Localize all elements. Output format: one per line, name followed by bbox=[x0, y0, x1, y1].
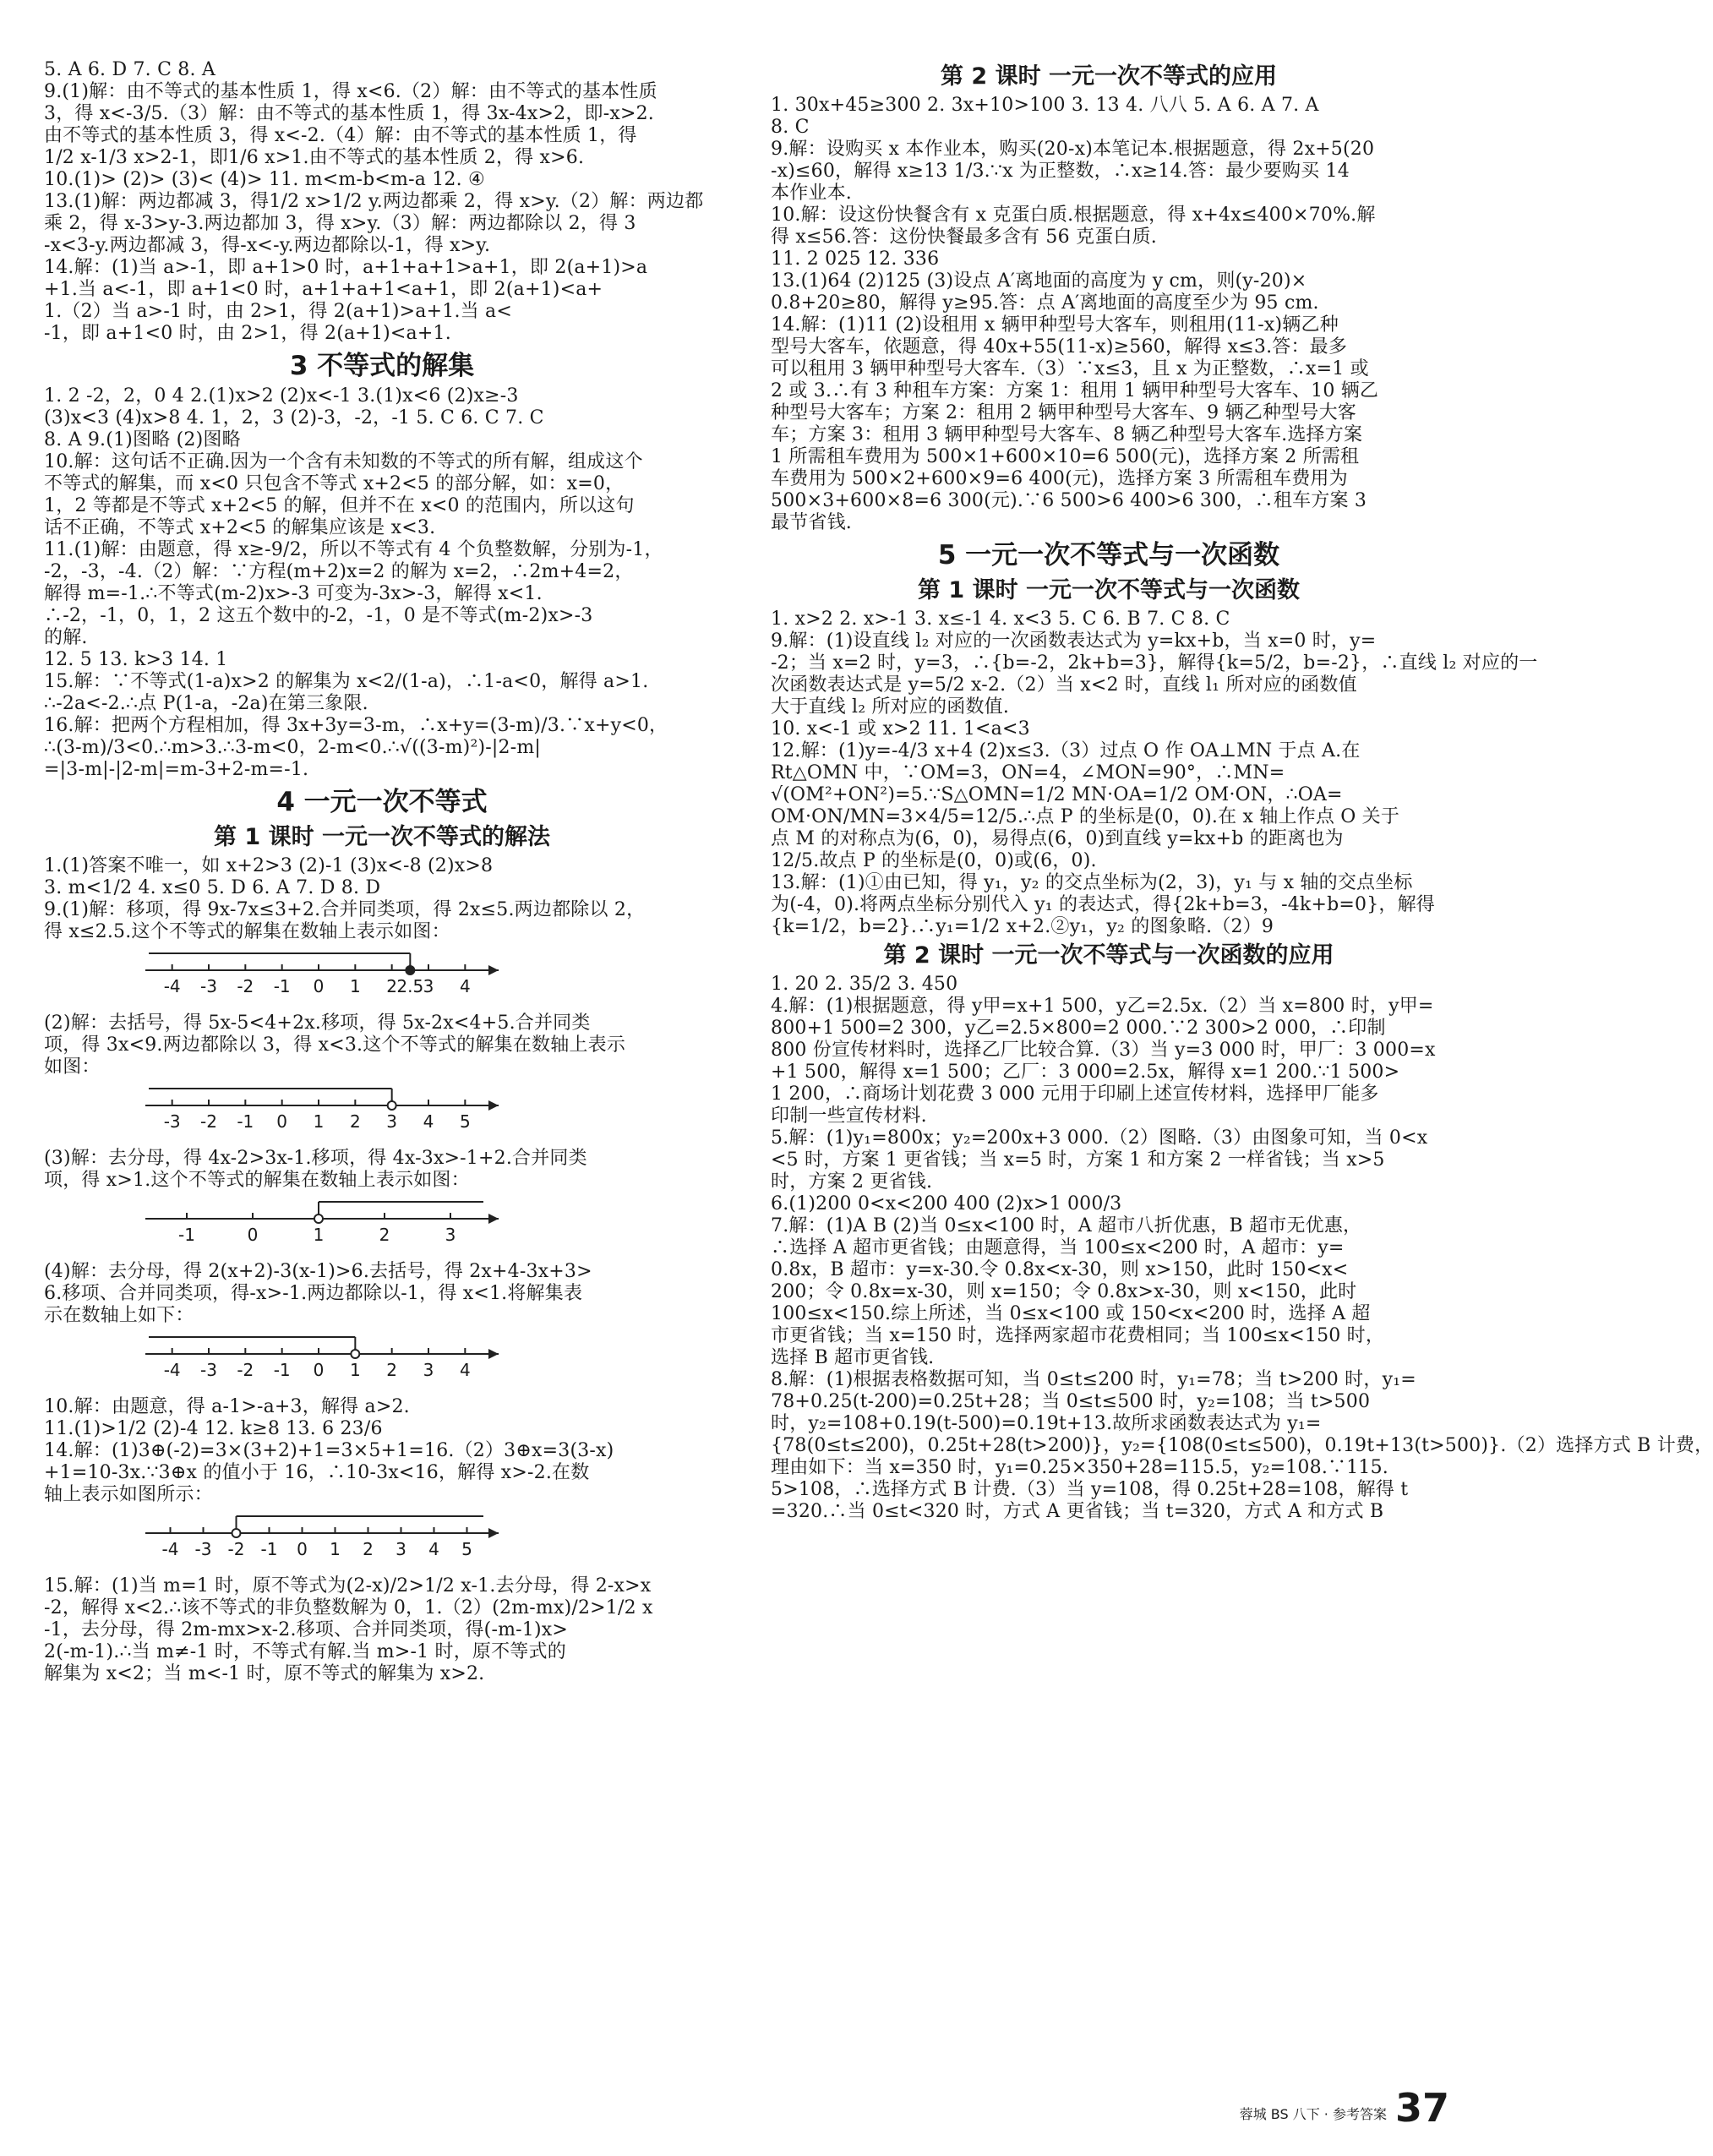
answer-line: 78+0.25(t-200)=0.25t+28；当 0≤t≤500 时，y₂=108；当 t>500 bbox=[771, 1391, 1371, 1412]
tick-label: 3 bbox=[423, 1360, 434, 1380]
answer-line: 13.(1)64 (2)125 (3)设点 A′离地面的高度为 y cm，则(y-20)× bbox=[771, 270, 1307, 292]
answer-line: ∴选择 A 超市更省钱；由题意得，当 100≤x<200 时，A 超市：y= bbox=[771, 1237, 1345, 1258]
answer-line: +1 500，解得 x=1 500；乙厂：3 000=2.5x，解得 x=1 200.∵1 500> bbox=[771, 1062, 1400, 1083]
answer-line: 1. 20 2. 35/2 3. 450 bbox=[771, 974, 958, 995]
answer-line: -1，去分母，得 2m-mx>x-2.移项、合并同类项，得(-m-1)x> bbox=[44, 1619, 568, 1640]
tick-label: 1 bbox=[313, 1111, 325, 1132]
answer-line: 15.解：(1)当 m=1 时，原不等式为(2-x)/2>1/2 x-1.去分母，得 2-x>x bbox=[44, 1575, 652, 1597]
answer-line: 11.(1)>1/2 (2)-4 12. k≥8 13. 6 23/6 bbox=[44, 1418, 383, 1439]
answer-line: 种型号大客车；方案 2：租用 2 辆甲种型号大客车、9 辆乙种型号大客 bbox=[771, 402, 1356, 423]
answer-line: 6.(1)200 0<x<200 400 (2)x>1 000/3 bbox=[771, 1193, 1122, 1214]
answer-line: 12. 5 13. k>3 14. 1 bbox=[44, 649, 228, 670]
tick-label: -3 bbox=[200, 1360, 217, 1380]
answer-line: 100≤x<150.综上所述，当 0≤x<100 或 150<x<200 时，选择 A 超 bbox=[771, 1303, 1371, 1324]
tick-label: 2 bbox=[349, 1111, 361, 1132]
tick-label: 0 bbox=[313, 976, 325, 996]
answer-line: 7.解：(1)A B (2)当 0≤x<100 时，A 超市八折优惠，B 超市无优惠， bbox=[771, 1215, 1362, 1236]
answer-line: 14.解：(1)11 (2)设租用 x 辆甲种型号大客车，则租用(11-x)辆乙种 bbox=[771, 314, 1339, 336]
lesson-heading: 第 1 课时 一元一次不等式的解法 bbox=[214, 824, 550, 850]
answer-line: 1. 2 -2，2，0 4 2.(1)x>2 (2)x<-1 3.(1)x<6 (2)x≥-3 bbox=[44, 385, 519, 407]
answer-line: -2，解得 x<2.∴该不等式的非负整数解为 0，1.（2）(2m-mx)/2>1/2 x bbox=[44, 1597, 653, 1618]
answer-line: 9.(1)解：由不等式的基本性质 1，得 x<6.（2）解：由不等式的基本性质 bbox=[44, 81, 657, 102]
arrow-right-icon bbox=[488, 1214, 499, 1224]
tick-label: -4 bbox=[163, 1360, 181, 1380]
number-line-3 bbox=[137, 1197, 509, 1256]
answer-line: 不等式的解集，而 x<0 只包含不等式 x+2<5 的部分解，如：x=0， bbox=[44, 473, 625, 494]
answer-line: 1.(1)答案不唯一，如 x+2>3 (2)-1 (3)x<-8 (2)x>8 bbox=[44, 855, 494, 876]
answer-line: ∴-2，-1，0，1，2 这五个数中的-2，-1，0 是不等式(m-2)x>-3 bbox=[44, 605, 593, 626]
tick-label: 2 bbox=[386, 1360, 398, 1380]
answer-line: 10. x<-1 或 x>2 11. 1<a<3 bbox=[771, 718, 1030, 740]
tick-label: 4 bbox=[459, 976, 471, 996]
tick-label: 2 bbox=[386, 976, 398, 996]
tick-label: 2 bbox=[379, 1225, 390, 1245]
answer-line: <5 时，方案 1 更省钱；当 x=5 时，方案 1 和方案 2 一样省钱；当 x>5 bbox=[771, 1149, 1385, 1171]
answer-line: 最节省钱. bbox=[771, 512, 852, 533]
left-column bbox=[44, 59, 720, 1685]
answer-line: 6.移项、合并同类项，得-x>-1.两边都除以-1，得 x<1.将解集表 bbox=[44, 1283, 583, 1304]
section-heading: 5 一元一次不等式与一次函数 bbox=[937, 540, 1280, 570]
answer-line: 轴上表示如图所示： bbox=[44, 1484, 213, 1505]
answer-line: 话不正确，不等式 x+2<5 的解集应该是 x<3. bbox=[44, 517, 436, 538]
answer-line: 3，得 x<-3/5.（3）解：由不等式的基本性质 1，得 3x-4x>2，即-x>2. bbox=[44, 103, 654, 124]
tick-label: -4 bbox=[161, 1539, 179, 1559]
answer-line: 点 M 的对称点为(6，0)，易得点(6，0)到直线 y=kx+b 的距离也为 bbox=[771, 828, 1344, 849]
open-endpoint bbox=[232, 1529, 241, 1537]
answer-line: 200；令 0.8x=x-30，则 x=150；令 0.8x>x-30，则 x<150，此时 bbox=[771, 1281, 1357, 1302]
answer-line: 1.（2）当 a>-1 时，由 2>1，得 2(a+1)>a+1.当 a< bbox=[44, 301, 512, 322]
tick-label: 0 bbox=[276, 1111, 288, 1132]
answer-line: 得 x≤2.5.这个不等式的解集在数轴上表示如图： bbox=[44, 921, 450, 942]
lesson-heading: 第 2 课时 一元一次不等式的应用 bbox=[941, 63, 1277, 90]
arrow-right-icon bbox=[488, 1528, 499, 1538]
answer-line: 车；方案 3：租用 3 辆甲种型号大客车、8 辆乙种型号大客车.选择方案 bbox=[771, 424, 1363, 445]
answer-line: +1=10-3x.∵3⊕x 的值小于 16，∴10-3x<16，解得 x>-2.在数 bbox=[44, 1462, 590, 1483]
open-endpoint bbox=[388, 1101, 396, 1110]
answer-line: 1，2 等都是不等式 x+2<5 的解，但并不在 x<0 的范围内，所以这句 bbox=[44, 495, 635, 516]
answer-line: -x<3-y.两边都减 3，得-x<-y.两边都除以-1，得 x>y. bbox=[44, 235, 491, 256]
answer-line: 时，方案 2 更省钱. bbox=[771, 1171, 933, 1193]
lesson-heading: 第 2 课时 一元一次不等式与一次函数的应用 bbox=[883, 942, 1334, 969]
number-line-4 bbox=[137, 1332, 509, 1391]
arrow-right-icon bbox=[488, 1349, 499, 1359]
tick-label: 4 bbox=[423, 1111, 434, 1132]
answer-line: 12/5.故点 P 的坐标是(0，0)或(6，0). bbox=[771, 850, 1097, 871]
answer-line: 11.(1)解：由题意，得 x≥-9/2，所以不等式有 4 个负整数解，分别为-1， bbox=[44, 539, 663, 560]
tick-label: -1 bbox=[273, 976, 291, 996]
open-endpoint bbox=[314, 1214, 323, 1223]
answer-line: 9.解：(1)设直线 l₂ 对应的一次函数表达式为 y=kx+b，当 x=0 时，y= bbox=[771, 630, 1377, 652]
answer-line: 14.解：(1)当 a>-1，即 a+1>0 时，a+1+a+1>a+1，即 2(a+1)>a bbox=[44, 257, 648, 278]
answer-line: 车费用为 500×2+600×9=6 400(元)，选择方案 3 所需租车费用为 bbox=[771, 468, 1348, 489]
answer-line: -2，-3，-4.（2）解：∵方程(m+2)x=2 的解为 x=2，∴2m+4=2， bbox=[44, 561, 634, 582]
answer-line: 如图： bbox=[44, 1056, 101, 1078]
answer-line: 8.解：(1)根据表格数据可知，当 0≤t≤200 时，y₁=78；当 t>200 时，y₁= bbox=[771, 1369, 1416, 1390]
answer-line: 10.(1)> (2)> (3)< (4)> 11. m<m-b<m-a 12. ④ bbox=[44, 169, 485, 190]
answer-line: 可以租用 3 辆甲种型号大客车.（3）∵x≤3，且 x 为正整数，∴x=1 或 bbox=[771, 358, 1369, 379]
tick-label: -1 bbox=[237, 1111, 254, 1132]
answer-line: 13.解：(1)①由已知，得 y₁，y₂ 的交点坐标为(2，3)，y₁ 与 x 轴的交点坐标 bbox=[771, 872, 1413, 893]
answer-line: 12.解：(1)y=-4/3 x+4 (2)x≤3.（3）过点 O 作 OA⊥MN 于点 A.在 bbox=[771, 740, 1361, 761]
answer-line: 5. A 6. D 7. C 8. A bbox=[44, 59, 215, 80]
answer-line: 为(-4，0).将两点坐标分别代入 y₁ 的表达式，得{2k+b=3，-4k+b=0}，解得 bbox=[771, 894, 1436, 915]
closed-endpoint bbox=[406, 966, 414, 974]
answer-line: 1. x>2 2. x>-1 3. x≤-1 4. x<3 5. C 6. B 7. C 8. C bbox=[771, 609, 1230, 630]
answer-line: 2(-m-1).∴当 m≠-1 时，不等式有解.当 m>-1 时，原不等式的 bbox=[44, 1641, 566, 1662]
right-column bbox=[771, 59, 1713, 1523]
tick-label: 3 bbox=[386, 1111, 398, 1132]
answer-line: -2；当 x=2 时，y=3，∴{b=-2，2k+b=3}，解得{k=5/2，b=-2}，∴直线 l₂ 对应的一 bbox=[771, 652, 1538, 674]
tick-label: 2.5 bbox=[396, 976, 424, 996]
answer-line: 5.解：(1)y₁=800x；y₂=200x+3 000.（2）图略.（3）由图象可知，当 0<x bbox=[771, 1127, 1428, 1149]
answer-line: 大于直线 l₂ 所对应的函数值. bbox=[771, 696, 1010, 718]
answer-line: 1. 30x+45≥300 2. 3x+10>100 3. 13 4. 八八 5. A 6. A 7. A bbox=[771, 95, 1319, 116]
answer-line: 10.解：这句话不正确.因为一个含有未知数的不等式的所有解，组成这个 bbox=[44, 451, 643, 472]
answer-line: 由不等式的基本性质 3，得 x<-2.（4）解：由不等式的基本性质 1，得 bbox=[44, 125, 637, 146]
tick-label: -2 bbox=[227, 1539, 245, 1559]
answer-line: 次函数表达式是 y=5/2 x-2.（2）当 x<2 时，直线 l₁ 所对应的函数值 bbox=[771, 674, 1357, 696]
answer-line: -1，即 a+1<0 时，由 2>1，得 2(a+1)<a+1. bbox=[44, 323, 451, 344]
answer-line: 16.解：把两个方程相加，得 3x+3y=3-m，∴x+y=(3-m)/3.∵x+y<0， bbox=[44, 715, 668, 736]
arrow-right-icon bbox=[488, 1100, 499, 1111]
answer-line: 800+1 500=2 300，y乙=2.5×800=2 000.∵2 300>2 000，∴印制 bbox=[771, 1018, 1386, 1039]
open-endpoint bbox=[351, 1350, 359, 1358]
number-line-5 bbox=[137, 1511, 509, 1570]
number-line-1 bbox=[137, 948, 509, 1007]
answer-line: 1/2 x-1/3 x>2-1，即1/6 x>1.由不等式的基本性质 2，得 x>6. bbox=[44, 147, 585, 168]
answer-line: 5>108，∴选择方式 B 计费.（3）当 y=108，得 0.25t+28=108，解得 t bbox=[771, 1479, 1409, 1500]
answer-line: {k=1/2，b=2}.∴y₁=1/2 x+2.②y₁，y₂ 的图象略.（2）9 bbox=[771, 916, 1274, 937]
answer-line: (3)解：去分母，得 4x-2>3x-1.移项，得 4x-3x>-1+2.合并同类 bbox=[44, 1148, 587, 1169]
answer-line: 项，得 x>1.这个不等式的解集在数轴上表示如图： bbox=[44, 1170, 470, 1191]
answer-line: 型号大客车，依题意，得 40x+55(11-x)≥560，解得 x≤3.答：最多 bbox=[771, 336, 1348, 358]
tick-label: 4 bbox=[428, 1539, 439, 1559]
answer-line: 解集为 x<2；当 m<-1 时，原不等式的解集为 x>2. bbox=[44, 1663, 485, 1684]
section-heading: 4 一元一次不等式 bbox=[276, 787, 488, 817]
answer-line: (2)解：去括号，得 5x-5<4+2x.移项，得 5x-2x<4+5.合并同类 bbox=[44, 1013, 591, 1034]
tick-label: 1 bbox=[330, 1539, 341, 1559]
page-footer bbox=[1239, 2085, 1449, 2131]
answer-line: 9.(1)解：移项，得 9x-7x≤3+2.合并同类项，得 2x≤5.两边都除以 2， bbox=[44, 899, 646, 920]
answer-line: 项，得 3x<9.两边都除以 3，得 x<3.这个不等式的解集在数轴上表示 bbox=[44, 1034, 626, 1056]
answer-line: 的解. bbox=[44, 627, 88, 648]
answer-line: 8. C bbox=[771, 117, 810, 138]
tick-label: -2 bbox=[200, 1111, 217, 1132]
answer-line: 13.(1)解：两边都减 3，得1/2 x>1/2 y.两边都乘 2，得 x>y.（2）解：两边都 bbox=[44, 191, 704, 212]
arrow-right-icon bbox=[488, 965, 499, 975]
answer-line: 印制一些宣传材料. bbox=[771, 1105, 927, 1127]
answer-line: 14.解：(1)3⊕(-2)=3×(3+2)+1=3×5+1=16.（2）3⊕x=3(3-x) bbox=[44, 1440, 614, 1461]
answer-line: 选择 B 超市更省钱. bbox=[771, 1347, 935, 1368]
tick-label: 0 bbox=[313, 1360, 325, 1380]
answer-line: (4)解：去分母，得 2(x+2)-3(x-1)>6.去括号，得 2x+4-3x+3> bbox=[44, 1261, 592, 1282]
answer-line: 9.解：设购买 x 本作业本，购买(20-x)本笔记本.根据题意，得 2x+5(20 bbox=[771, 139, 1375, 160]
answer-line: √(OM²+ON²)=5.∵S△OMN=1/2 MN·OA=1/2 OM·ON，∴OA= bbox=[771, 784, 1343, 805]
tick-label: 1 bbox=[313, 1225, 325, 1245]
answer-line: 0.8+20≥80，解得 y≥95.答：点 A′离地面的高度至少为 95 cm. bbox=[771, 292, 1319, 314]
answer-line: 1 所需租车费用为 500×1+600×10=6 500(元)，选择方案 2 所需租 bbox=[771, 446, 1360, 467]
answer-line: OM·ON/MN=3×4/5=12/5.∴点 P 的坐标是(0，0).在 x 轴上作点 O 关于 bbox=[771, 806, 1400, 827]
answer-line: 4.解：(1)根据题意，得 y甲=x+1 500，y乙=2.5x.（2）当 x=800 时，y甲= bbox=[771, 996, 1434, 1017]
tick-label: 2 bbox=[363, 1539, 374, 1559]
answer-line: (3)x<3 (4)x>8 4. 1，2，3 (2)-3，-2，-1 5. C 6. C 7. C bbox=[44, 407, 544, 428]
answer-line: 解得 m=-1.∴不等式(m-2)x>-3 可变为-3x>-3，解得 x<1. bbox=[44, 583, 543, 604]
answer-line: 得 x≤56.答：这份快餐最多含有 56 克蛋白质. bbox=[771, 227, 1157, 248]
tick-label: 1 bbox=[349, 976, 361, 996]
tick-label: 3 bbox=[445, 1225, 456, 1245]
answer-line: 乘 2，得 x-3>y-3.两边都加 3，得 x>y.（3）解：两边都除以 2，得 3 bbox=[44, 213, 636, 234]
footer-text: 蓉城 BS 八下 · 参考答案 bbox=[1239, 2106, 1387, 2122]
tick-label: -2 bbox=[237, 1360, 254, 1380]
tick-label: 0 bbox=[297, 1539, 308, 1559]
answer-line: ∴(3-m)/3<0.∴m>3.∴3-m<0，2-m<0.∴√((3-m)²)-|2-m| bbox=[44, 737, 542, 758]
answer-line: -x)≤60，解得 x≥13 1/3.∵x 为正整数，∴x≥14.答：最少要购买 14 bbox=[771, 161, 1350, 182]
tick-label: 3 bbox=[396, 1539, 406, 1559]
section-heading: 3 不等式的解集 bbox=[289, 351, 475, 381]
answer-line: 0.8x，B 超市：y=x-30.令 0.8x<x-30，则 x>150，此时 150<x< bbox=[771, 1259, 1349, 1280]
answer-line: 市更省钱；当 x=150 时，选择两家超市花费相同；当 100≤x<150 时， bbox=[771, 1325, 1385, 1346]
tick-label: -3 bbox=[200, 976, 217, 996]
tick-label: -3 bbox=[163, 1111, 181, 1132]
tick-label: 1 bbox=[349, 1360, 361, 1380]
lesson-heading: 第 1 课时 一元一次不等式与一次函数 bbox=[918, 577, 1300, 603]
answer-line: ∴-2a<-2.∴点 P(1-a，-2a)在第三象限. bbox=[44, 693, 368, 714]
tick-label: -2 bbox=[237, 976, 254, 996]
answer-line: +1.当 a<-1，即 a+1<0 时，a+1+a+1<a+1，即 2(a+1)<a+ bbox=[44, 279, 603, 300]
tick-label: -1 bbox=[178, 1225, 195, 1245]
answer-line: 2 或 3.∴有 3 种租车方案：方案 1：租用 1 辆甲种型号大客车、10 辆乙 bbox=[771, 380, 1379, 401]
tick-label: 5 bbox=[461, 1539, 472, 1559]
tick-label: -1 bbox=[260, 1539, 278, 1559]
answer-line: 理由如下：当 x=350 时，y₁=0.25×350+28=115.5，y₂=108.∵115. bbox=[771, 1457, 1389, 1478]
number-line-2 bbox=[137, 1083, 509, 1143]
answer-line: =320.∴当 0≤t<320 时，方式 A 更省钱；当 t=320，方式 A 和方式 B bbox=[771, 1501, 1384, 1522]
answer-line: Rt△OMN 中，∵OM=3，ON=4，∠MON=90°，∴MN= bbox=[771, 762, 1285, 783]
page-number: 37 bbox=[1394, 2085, 1449, 2131]
answer-line: 500×3+600×8=6 300(元).∵6 500>6 400>6 300，∴租车方案 3 bbox=[771, 490, 1367, 511]
tick-label: -1 bbox=[273, 1360, 291, 1380]
answer-line: 11. 2 025 12. 336 bbox=[771, 248, 940, 270]
answer-line: 示在数轴上如下： bbox=[44, 1305, 194, 1326]
answer-line: 10.解：由题意，得 a-1>-a+3，解得 a>2. bbox=[44, 1396, 410, 1417]
answer-line: 10.解：设这份快餐含有 x 克蛋白质.根据题意，得 x+4x≤400×70%.解 bbox=[771, 205, 1376, 226]
tick-label: 3 bbox=[423, 976, 434, 996]
answer-line: 时，y₂=108+0.19(t-500)=0.19t+13.故所求函数表达式为 y₁= bbox=[771, 1413, 1322, 1434]
answer-line: =|3-m|-|2-m|=m-3+2-m=-1. bbox=[44, 759, 309, 780]
tick-label: 5 bbox=[459, 1111, 471, 1132]
tick-label: 4 bbox=[459, 1360, 471, 1380]
answer-line: 800 份宣传材料时，选择乙厂比较合算.（3）当 y=3 000 时，甲厂：3 000=x bbox=[771, 1040, 1436, 1061]
answer-line: {78(0≤t≤200)，0.25t+28(t>200)}，y₂={108(0≤t≤500)，0.19t+13(t>500)}.（2）选择方式 B 计费， bbox=[771, 1435, 1713, 1456]
answer-line: 15.解：∵不等式(1-a)x>2 的解集为 x<2/(1-a)，∴1-a<0，解得 a>1. bbox=[44, 671, 649, 692]
answer-line: 1 200，∴商场计划花费 3 000 元用于印刷上述宣传材料，选择甲厂能多 bbox=[771, 1083, 1379, 1105]
tick-label: -3 bbox=[194, 1539, 212, 1559]
tick-label: 0 bbox=[247, 1225, 259, 1245]
answer-line: 8. A 9.(1)图略 (2)图略 bbox=[44, 429, 241, 450]
answer-line: 本作业本. bbox=[771, 183, 852, 204]
answer-line: 3. m<1/2 4. x≤0 5. D 6. A 7. D 8. D bbox=[44, 877, 381, 898]
tick-label: -4 bbox=[163, 976, 181, 996]
